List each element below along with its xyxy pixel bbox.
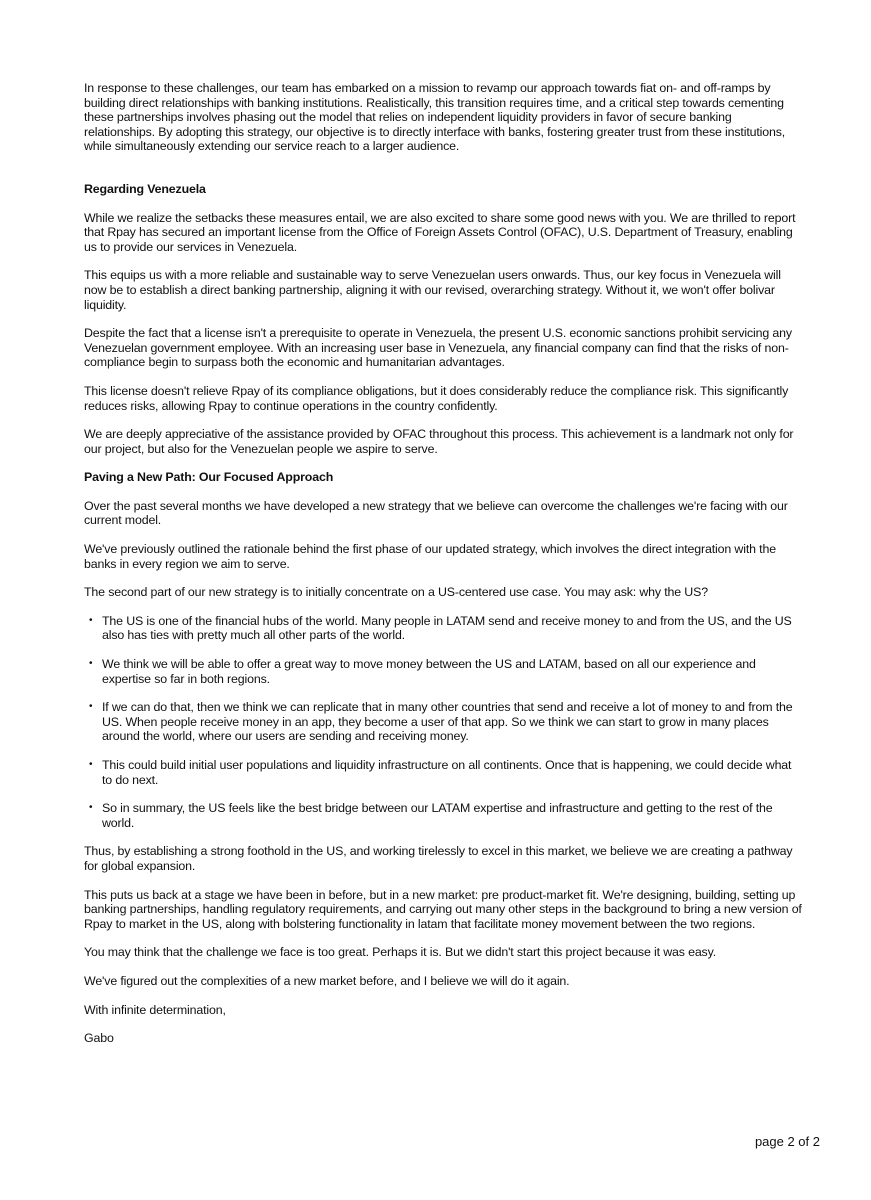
closing-paragraph-3: You may think that the challenge we face is too great. Perhaps it is. But we didn't start this project because it was easy.: [84, 945, 717, 960]
new-path-paragraph-2: We've previously outlined the rationale behind the first phase of our updated strategy, which involves the direct integration with the banks in every region we aim to serve.: [84, 542, 776, 571]
new-path-paragraph-3: The second part of our new strategy is to initially concentrate on a US-centered use case. You may ask: why the US?: [84, 585, 708, 600]
venezuela-paragraph-2: This equips us with a more reliable and sustainable way to serve Venezuelan users onwards. Thus, our key focus in Venezuela will now be to establish a direct banking partnership, aligning it with our revised, overarching strategy. Without it, we won't offer bolivar liquidity.: [84, 268, 781, 312]
list-item-text: So in summary, the US feels like the best bridge between our LATAM expertise and infrastructure and getting to the rest of the world.: [102, 801, 773, 830]
list-item: [84, 758, 804, 787]
list-item-text: If we can do that, then we think we can replicate that in many other countries that send and receive a lot of money to and from the US. When people receive money in an app, they become a user of that app. So we think we can start to grow in many places around the world, where our users are sending and receiving money.: [102, 700, 793, 744]
venezuela-paragraph-1: While we realize the setbacks these measures entail, we are also excited to share some good news with you. We are thrilled to report that Rpay has secured an important license from the Office of Foreign Assets Control (OFAC), U.S. Department of Treasury, enabling us to provide our services in Venezuela.: [84, 210, 796, 254]
list-item-text: We think we will be able to offer a great way to move money between the US and LATAM, based on all our experience and expertise so far in both regions.: [102, 657, 756, 686]
section-heading-venezuela: Regarding Venezuela: [84, 181, 206, 196]
bullet-icon: •: [89, 759, 93, 770]
section-heading-new-path: Paving a New Path: Our Focused Approach: [84, 470, 334, 485]
signature-name: Gabo: [84, 1031, 114, 1046]
document-body: [84, 81, 804, 1060]
bullet-icon: •: [89, 658, 93, 670]
list-item: [84, 700, 804, 744]
new-path-paragraph-1: Over the past several months we have developed a new strategy that we believe can overcome the challenges we're facing with our current model.: [84, 498, 788, 528]
bullet-icon: •: [89, 614, 93, 626]
page-number: page 2 of 2: [754, 1134, 820, 1149]
intro-paragraph: In response to these challenges, our team has embarked on a mission to revamp our approach towards fiat on- and off-ramps by building direct relationships with banking institutions. Realistically, this transition requires time, and a critical step towards cementing these partnerships involves phasing out the model that relies on independent liquidity providers in favor of secure banking relationships. By adopting this strategy, our objective is to directly interface with banks, fostering greater trust from these institutions, while simultaneously extending our service reach to a larger audience.: [84, 81, 786, 154]
list-item-text: The US is one of the financial hubs of the world. Many people in LATAM send and receive money to and from the US, and the US also has ties with pretty much all other parts of the world.: [102, 613, 792, 643]
bullet-icon: •: [89, 701, 93, 713]
list-item: [84, 614, 804, 643]
list-item: [84, 657, 804, 686]
venezuela-paragraph-4: This license doesn't relieve Rpay of its compliance obligations, but it does considerably reduce the compliance risk. This significantly reduces risks, allowing Rpay to continue operations in the country confidently.: [84, 383, 789, 413]
closing-paragraph-4: We've figured out the complexities of a new market before, and I believe we will do it again.: [84, 973, 570, 988]
why-us-bullet-list: [84, 614, 804, 831]
signoff-line: With infinite determination,: [84, 1002, 226, 1017]
venezuela-paragraph-3: Despite the fact that a license isn't a prerequisite to operate in Venezuela, the present U.S. economic sanctions prohibit servicing any Venezuelan government employee. With an increasing user base in Venezuela, any financial company can find that the risks of non-compliance begin to surpass both the economic and humanitarian advantages.: [84, 326, 792, 370]
bullet-icon: •: [89, 802, 93, 814]
closing-paragraph-2: This puts us back at a stage we have been in before, but in a new market: pre product-market fit. We're designing, building, setting up banking partnerships, handling regulatory requirements, and carrying out many other steps in the background to bring a new version of Rpay to market in the US, along with bolstering functionality in latam that facilitate money movement between the two regions.: [84, 887, 802, 931]
list-item-text: This could build initial user populations and liquidity infrastructure on all continents. Once that is happening, we could decide what to do next.: [102, 758, 792, 787]
venezuela-paragraph-5: We are deeply appreciative of the assistance provided by OFAC throughout this process. This achievement is a landmark not only for our project, but also for the Venezuelan people we aspire to serve.: [84, 427, 794, 456]
closing-paragraph-1: Thus, by establishing a strong foothold in the US, and working tirelessly to excel in this market, we believe we are creating a pathway for global expansion.: [84, 844, 793, 873]
list-item: [84, 801, 804, 830]
